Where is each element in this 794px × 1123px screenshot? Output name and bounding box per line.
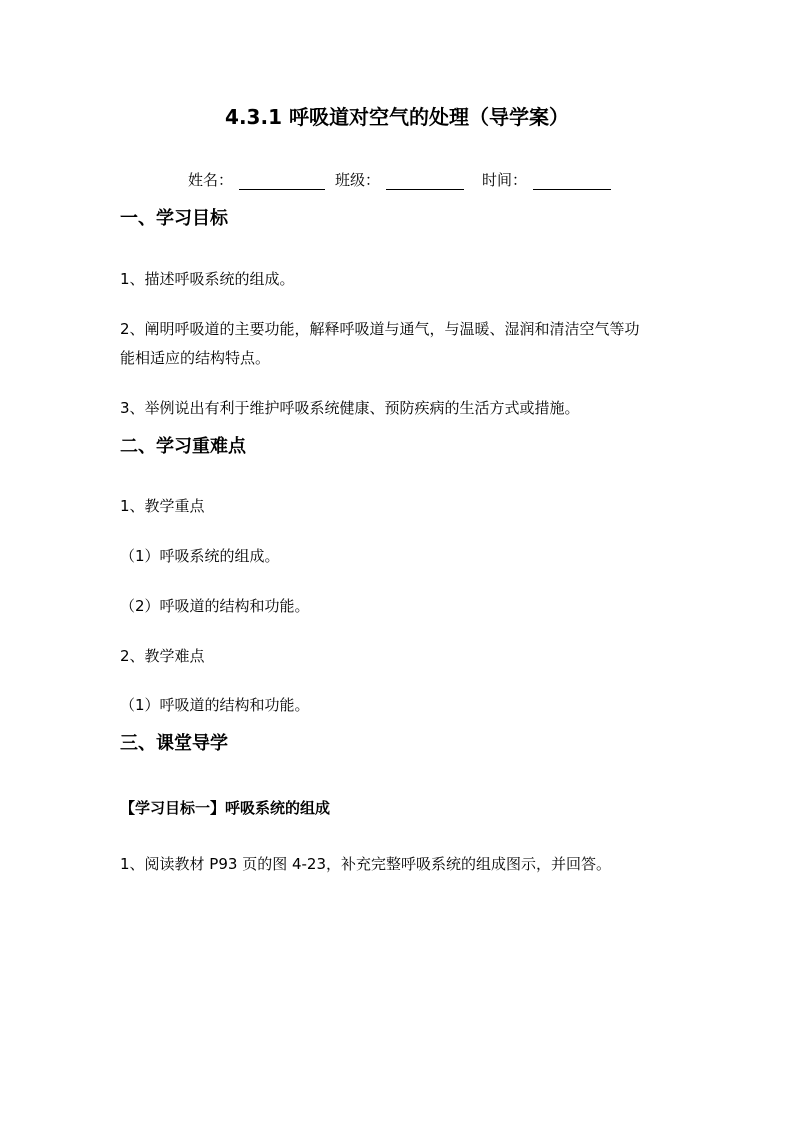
- guided-item-1: 1、阅读教材 P93 页的图 4-23，补充完整呼吸系统的组成图示，并回答。: [120, 855, 612, 873]
- objective-item-1: 1、描述呼吸系统的组成。: [120, 270, 295, 288]
- time-blank: [533, 173, 611, 190]
- document-title: 4.3.1 呼吸道对空气的处理（导学案）: [225, 105, 569, 129]
- section-heading-objectives: 一、学习目标: [120, 208, 228, 229]
- section-heading-key-points: 二、学习重难点: [120, 436, 246, 457]
- section-heading-guided-learning: 三、课堂导学: [120, 733, 228, 754]
- objective-item-2-continued: 能相适应的结构特点。: [120, 349, 271, 367]
- objective-item-3: 3、举例说出有利于维护呼吸系统健康、预防疾病的生活方式或措施。: [120, 399, 580, 417]
- objective-one-subheading: 【学习目标一】呼吸系统的组成: [120, 799, 331, 817]
- time-label: 时间：: [482, 171, 528, 189]
- name-blank: [239, 173, 325, 190]
- class-blank: [386, 173, 464, 190]
- key-point-item-1: （1）呼吸系统的组成。: [120, 547, 280, 565]
- class-label: 班级：: [335, 171, 381, 189]
- name-label: 姓名：: [188, 171, 234, 189]
- difficult-point-label: 2、教学难点: [120, 647, 205, 665]
- key-point-label: 1、教学重点: [120, 497, 205, 515]
- student-info-row: [188, 170, 621, 190]
- difficult-point-item-1: （1）呼吸道的结构和功能。: [120, 696, 310, 714]
- objective-item-2: 2、阐明呼吸道的主要功能，解释呼吸道与通气，与温暖、湿润和清洁空气等功: [120, 320, 640, 338]
- key-point-item-2: （2）呼吸道的结构和功能。: [120, 597, 310, 615]
